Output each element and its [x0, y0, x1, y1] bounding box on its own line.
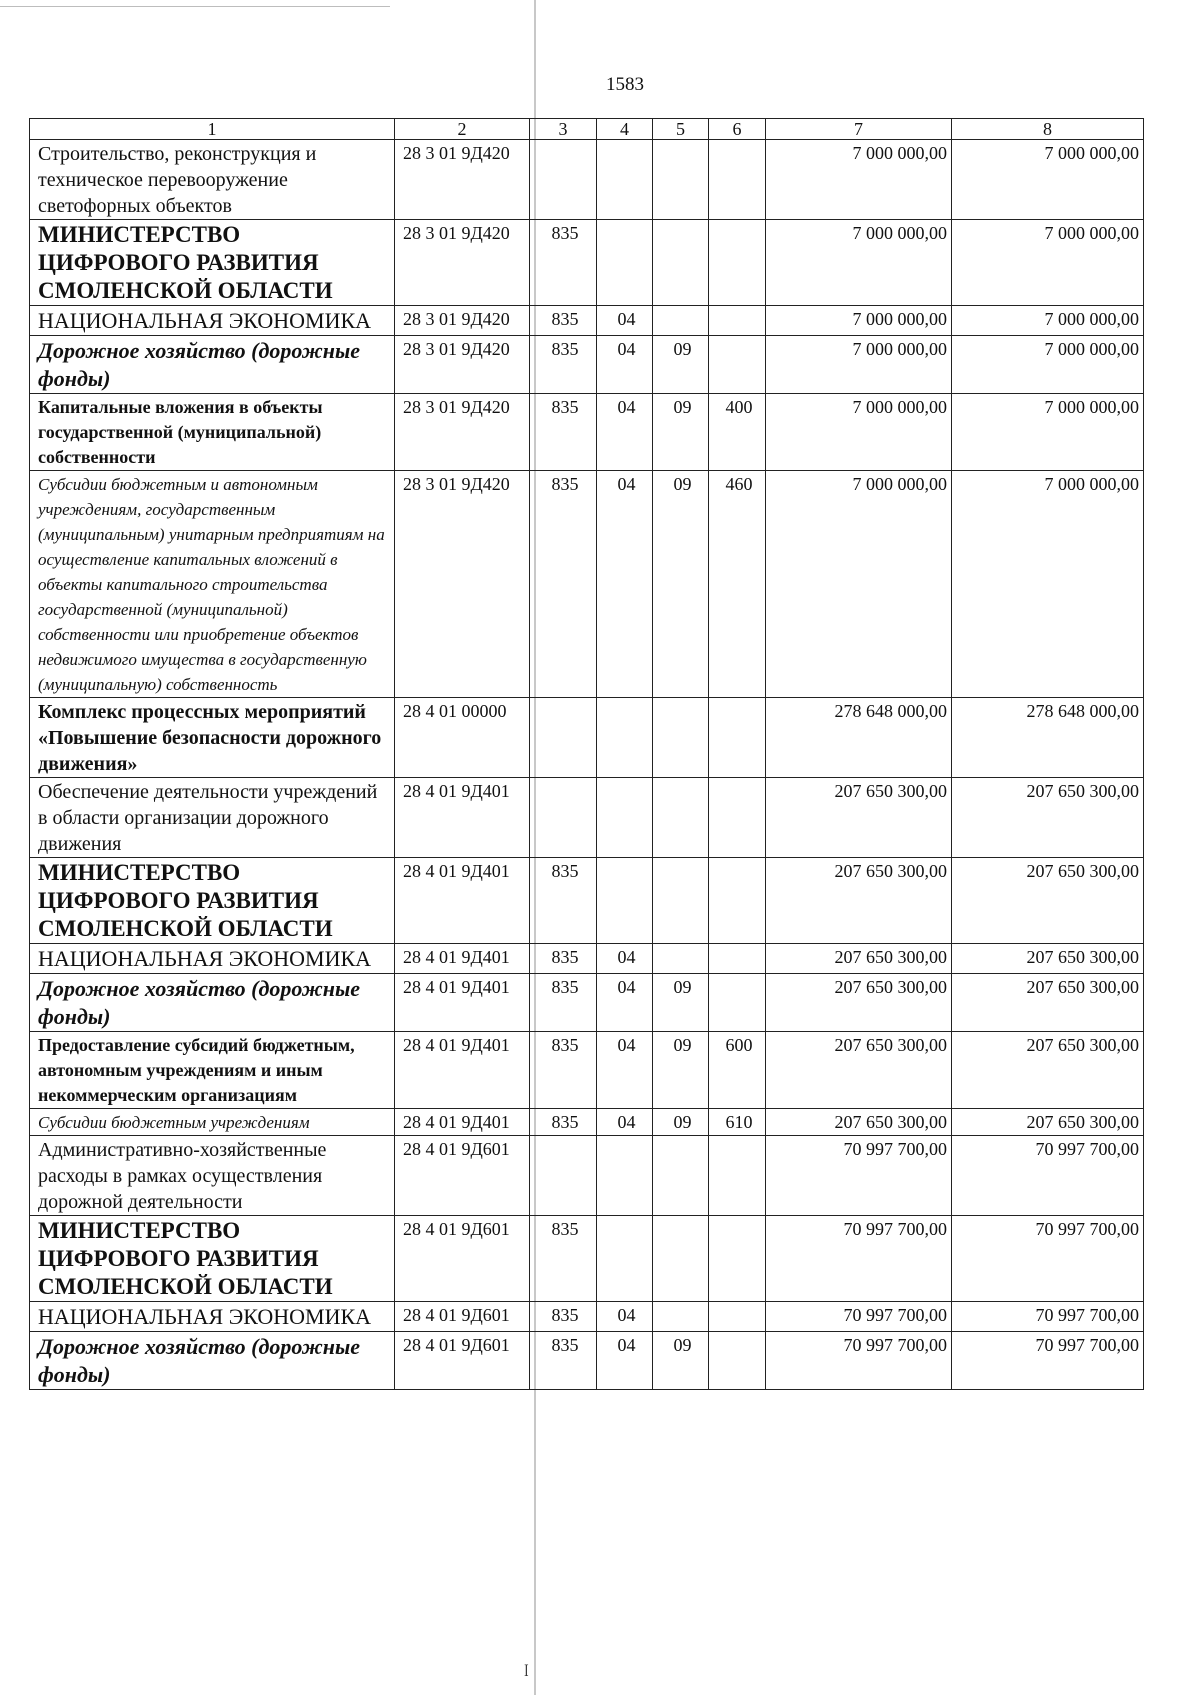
row-name	[30, 1136, 395, 1216]
row-amount-col7: 207 650 300,00	[766, 1032, 952, 1109]
row-target-code: 28 3 01 9Д420	[395, 220, 530, 306]
row-amount-col7: 70 997 700,00	[766, 1302, 952, 1332]
table-row	[30, 1109, 1144, 1136]
row-subsection-code: 09	[653, 336, 709, 394]
row-name	[30, 471, 395, 698]
row-subsection-code: 09	[653, 1032, 709, 1109]
row-amount-col7: 70 997 700,00	[766, 1216, 952, 1302]
row-ministry-code	[530, 698, 597, 778]
row-ministry-code: 835	[530, 1332, 597, 1390]
row-name	[30, 1216, 395, 1302]
row-name	[30, 1032, 395, 1109]
row-section-code	[597, 140, 653, 220]
row-subsection-code: 09	[653, 1109, 709, 1136]
row-name-text: Субсидии бюджетным и автономным учреждениям, государственным (муниципальным) унитарным предприятиям на осуществление капитальных вложений в объекты капитального строительства государственной (муниципальной) собственности или приобретение объектов недвижимого имущества в государственную (муниципальную) собственность	[38, 475, 385, 694]
table-row	[30, 698, 1144, 778]
row-expense-type: 400	[709, 394, 766, 471]
row-expense-type	[709, 1302, 766, 1332]
row-expense-type	[709, 858, 766, 944]
row-target-code: 28 4 01 9Д401	[395, 974, 530, 1032]
row-expense-type	[709, 974, 766, 1032]
row-section-code: 04	[597, 974, 653, 1032]
row-name-text: МИНИСТЕРСТВО ЦИФРОВОГО РАЗВИТИЯ СМОЛЕНСКОЙ ОБЛАСТИ	[38, 1218, 333, 1299]
table-row	[30, 858, 1144, 944]
row-target-code: 28 4 01 9Д601	[395, 1332, 530, 1390]
row-ministry-code: 835	[530, 944, 597, 974]
row-name-text: Дорожное хозяйство (дорожные фонды)	[38, 338, 361, 391]
row-name	[30, 858, 395, 944]
header-col-6: 6	[709, 119, 766, 140]
row-ministry-code	[530, 778, 597, 858]
row-expense-type: 460	[709, 471, 766, 698]
table-row	[30, 140, 1144, 220]
row-amount-col8: 7 000 000,00	[952, 336, 1144, 394]
row-amount-col7: 7 000 000,00	[766, 394, 952, 471]
row-ministry-code: 835	[530, 1302, 597, 1332]
row-subsection-code	[653, 944, 709, 974]
table-row	[30, 1332, 1144, 1390]
row-ministry-code	[530, 140, 597, 220]
table-row	[30, 1032, 1144, 1109]
row-subsection-code	[653, 1216, 709, 1302]
table-row	[30, 306, 1144, 336]
row-subsection-code: 09	[653, 471, 709, 698]
row-expense-type	[709, 944, 766, 974]
row-amount-col8: 207 650 300,00	[952, 1032, 1144, 1109]
row-subsection-code	[653, 140, 709, 220]
row-name	[30, 394, 395, 471]
row-amount-col8: 7 000 000,00	[952, 306, 1144, 336]
row-subsection-code: 09	[653, 394, 709, 471]
row-amount-col7: 7 000 000,00	[766, 306, 952, 336]
row-name-text: Обеспечение деятельности учреждений в области организации дорожного движения	[38, 781, 378, 855]
row-ministry-code: 835	[530, 220, 597, 306]
page-number: 1583	[606, 74, 644, 95]
row-expense-type	[709, 1216, 766, 1302]
row-target-code: 28 4 01 9Д601	[395, 1136, 530, 1216]
scan-top-edge-line	[0, 6, 390, 7]
header-col-8: 8	[952, 119, 1144, 140]
row-name-text: НАЦИОНАЛЬНАЯ ЭКОНОМИКА	[38, 1304, 372, 1329]
header-col-3: 3	[530, 119, 597, 140]
row-section-code: 04	[597, 1332, 653, 1390]
row-section-code: 04	[597, 336, 653, 394]
row-amount-col7: 7 000 000,00	[766, 140, 952, 220]
row-target-code: 28 4 01 9Д401	[395, 778, 530, 858]
row-name	[30, 974, 395, 1032]
row-amount-col8: 207 650 300,00	[952, 858, 1144, 944]
table-row	[30, 1302, 1144, 1332]
row-target-code: 28 3 01 9Д420	[395, 306, 530, 336]
row-ministry-code: 835	[530, 1032, 597, 1109]
header-col-1: 1	[30, 119, 395, 140]
row-amount-col8: 278 648 000,00	[952, 698, 1144, 778]
row-subsection-code	[653, 306, 709, 336]
header-col-5: 5	[653, 119, 709, 140]
row-amount-col7: 207 650 300,00	[766, 944, 952, 974]
row-expense-type	[709, 778, 766, 858]
row-name-text: Строительство, реконструкция и техническое перевооружение светофорных объектов	[38, 143, 317, 217]
row-name	[30, 140, 395, 220]
row-section-code: 04	[597, 944, 653, 974]
row-name-text: Предоставление субсидий бюджетным, автономным учреждениям и иным некоммерческим организациям	[38, 1035, 355, 1105]
row-subsection-code: 09	[653, 974, 709, 1032]
row-name-text: Административно-хозяйственные расходы в рамках осуществления дорожной деятельности	[38, 1139, 327, 1213]
row-amount-col8: 7 000 000,00	[952, 220, 1144, 306]
row-ministry-code: 835	[530, 394, 597, 471]
row-target-code: 28 4 01 9Д401	[395, 1032, 530, 1109]
row-expense-type: 600	[709, 1032, 766, 1109]
row-target-code: 28 4 01 9Д401	[395, 858, 530, 944]
table-row	[30, 778, 1144, 858]
row-section-code: 04	[597, 394, 653, 471]
row-target-code: 28 3 01 9Д420	[395, 471, 530, 698]
row-section-code	[597, 778, 653, 858]
row-section-code: 04	[597, 471, 653, 698]
row-amount-col7: 207 650 300,00	[766, 1109, 952, 1136]
row-name-text: НАЦИОНАЛЬНАЯ ЭКОНОМИКА	[38, 946, 372, 971]
row-name	[30, 778, 395, 858]
row-subsection-code	[653, 1136, 709, 1216]
table-row	[30, 1136, 1144, 1216]
row-name	[30, 336, 395, 394]
row-expense-type	[709, 306, 766, 336]
row-target-code: 28 3 01 9Д420	[395, 140, 530, 220]
row-name	[30, 944, 395, 974]
row-section-code	[597, 1216, 653, 1302]
row-expense-type	[709, 336, 766, 394]
row-amount-col8: 207 650 300,00	[952, 1109, 1144, 1136]
row-subsection-code	[653, 220, 709, 306]
row-section-code: 04	[597, 1032, 653, 1109]
row-section-code: 04	[597, 306, 653, 336]
row-ministry-code: 835	[530, 974, 597, 1032]
row-amount-col7: 207 650 300,00	[766, 974, 952, 1032]
table-row	[30, 471, 1144, 698]
row-name	[30, 220, 395, 306]
table-row	[30, 336, 1144, 394]
row-section-code	[597, 858, 653, 944]
row-section-code	[597, 698, 653, 778]
row-amount-col7: 207 650 300,00	[766, 858, 952, 944]
row-section-code: 04	[597, 1302, 653, 1332]
scan-artifact-mark: ꟾ	[524, 1665, 529, 1679]
row-subsection-code: 09	[653, 1332, 709, 1390]
row-expense-type: 610	[709, 1109, 766, 1136]
row-target-code: 28 4 01 00000	[395, 698, 530, 778]
row-name-text: Дорожное хозяйство (дорожные фонды)	[38, 976, 361, 1029]
table-header-row	[30, 119, 1144, 140]
row-name-text: МИНИСТЕРСТВО ЦИФРОВОГО РАЗВИТИЯ СМОЛЕНСКОЙ ОБЛАСТИ	[38, 860, 333, 941]
budget-table-body	[30, 119, 1144, 1390]
row-amount-col7: 207 650 300,00	[766, 778, 952, 858]
table-row	[30, 1216, 1144, 1302]
row-amount-col8: 207 650 300,00	[952, 778, 1144, 858]
header-col-2: 2	[395, 119, 530, 140]
row-amount-col8: 7 000 000,00	[952, 471, 1144, 698]
row-amount-col7: 7 000 000,00	[766, 471, 952, 698]
row-target-code: 28 3 01 9Д420	[395, 394, 530, 471]
row-amount-col8: 70 997 700,00	[952, 1302, 1144, 1332]
row-target-code: 28 4 01 9Д601	[395, 1216, 530, 1302]
row-ministry-code	[530, 1136, 597, 1216]
row-name-text: Дорожное хозяйство (дорожные фонды)	[38, 1334, 361, 1387]
row-expense-type	[709, 1332, 766, 1390]
row-amount-col7: 70 997 700,00	[766, 1332, 952, 1390]
row-subsection-code	[653, 778, 709, 858]
row-name	[30, 698, 395, 778]
row-ministry-code: 835	[530, 858, 597, 944]
row-subsection-code	[653, 1302, 709, 1332]
row-name-text: Комплекс процессных мероприятий «Повышение безопасности дорожного движения»	[38, 701, 382, 775]
row-name-text: Капитальные вложения в объекты государственной (муниципальной) собственности	[38, 397, 323, 467]
row-amount-col8: 207 650 300,00	[952, 944, 1144, 974]
row-target-code: 28 4 01 9Д401	[395, 944, 530, 974]
row-amount-col7: 278 648 000,00	[766, 698, 952, 778]
row-section-code: 04	[597, 1109, 653, 1136]
row-name	[30, 306, 395, 336]
row-amount-col8: 7 000 000,00	[952, 140, 1144, 220]
row-expense-type	[709, 220, 766, 306]
row-name	[30, 1109, 395, 1136]
row-amount-col7: 70 997 700,00	[766, 1136, 952, 1216]
budget-table	[29, 118, 1144, 1390]
row-name-text: НАЦИОНАЛЬНАЯ ЭКОНОМИКА	[38, 308, 372, 333]
row-target-code: 28 4 01 9Д601	[395, 1302, 530, 1332]
row-target-code: 28 3 01 9Д420	[395, 336, 530, 394]
table-row	[30, 220, 1144, 306]
row-name-text: МИНИСТЕРСТВО ЦИФРОВОГО РАЗВИТИЯ СМОЛЕНСКОЙ ОБЛАСТИ	[38, 222, 333, 303]
row-amount-col8: 70 997 700,00	[952, 1136, 1144, 1216]
row-amount-col8: 70 997 700,00	[952, 1332, 1144, 1390]
row-name	[30, 1332, 395, 1390]
row-ministry-code: 835	[530, 471, 597, 698]
row-name-text: Субсидии бюджетным учреждениям	[38, 1113, 310, 1132]
row-ministry-code: 835	[530, 306, 597, 336]
row-expense-type	[709, 698, 766, 778]
row-ministry-code: 835	[530, 1216, 597, 1302]
row-amount-col8: 207 650 300,00	[952, 974, 1144, 1032]
row-name	[30, 1302, 395, 1332]
row-amount-col8: 7 000 000,00	[952, 394, 1144, 471]
table-row	[30, 394, 1144, 471]
row-amount-col7: 7 000 000,00	[766, 336, 952, 394]
table-row	[30, 944, 1144, 974]
header-col-7: 7	[766, 119, 952, 140]
row-expense-type	[709, 1136, 766, 1216]
row-amount-col8: 70 997 700,00	[952, 1216, 1144, 1302]
row-subsection-code	[653, 698, 709, 778]
row-section-code	[597, 1136, 653, 1216]
header-col-4: 4	[597, 119, 653, 140]
row-ministry-code: 835	[530, 336, 597, 394]
row-subsection-code	[653, 858, 709, 944]
row-section-code	[597, 220, 653, 306]
row-target-code: 28 4 01 9Д401	[395, 1109, 530, 1136]
row-expense-type	[709, 140, 766, 220]
row-amount-col7: 7 000 000,00	[766, 220, 952, 306]
row-ministry-code: 835	[530, 1109, 597, 1136]
table-row	[30, 974, 1144, 1032]
